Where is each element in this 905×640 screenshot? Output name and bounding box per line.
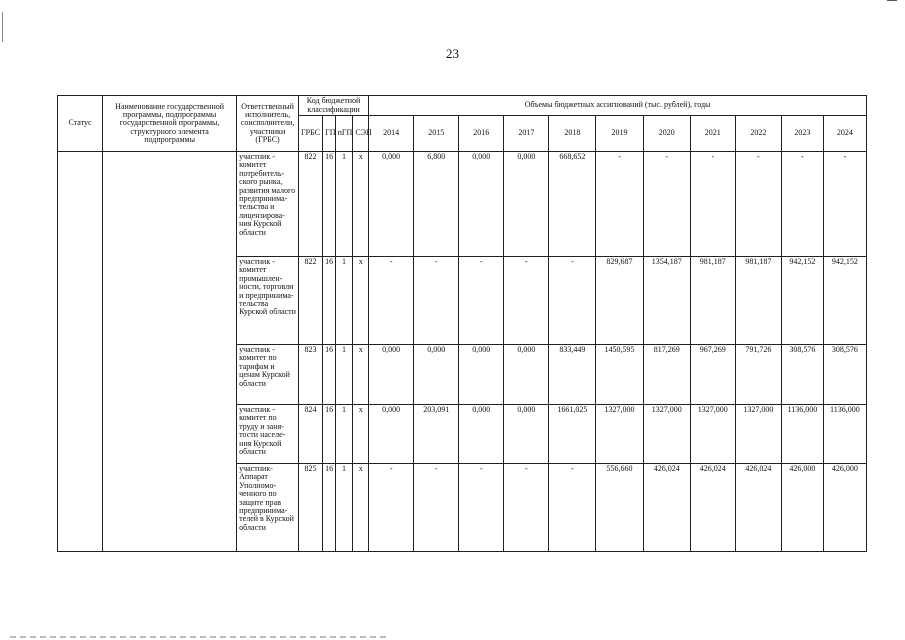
gp-cell: 16	[323, 257, 336, 345]
value-cell: 1327,000	[643, 405, 690, 464]
participant-cell: участник - комитет промышлен-ности, торговли и предпринима-тельства Курской области	[237, 257, 299, 345]
value-cell: -	[735, 152, 781, 257]
value-cell: -	[549, 257, 596, 345]
value-cell: 1327,000	[690, 405, 735, 464]
value-cell: 1661,025	[549, 405, 596, 464]
header-year: 2017	[504, 116, 549, 152]
page-number: 23	[446, 46, 459, 61]
header-budget-code: Код бюджетной классификации	[298, 96, 368, 116]
name-cell	[103, 152, 237, 552]
value-cell: 981,187	[690, 257, 735, 345]
value-cell: 0,000	[459, 405, 504, 464]
value-cell: 308,576	[781, 345, 823, 405]
value-cell: 942,152	[781, 257, 823, 345]
footer-scan-noise	[10, 636, 390, 638]
value-cell: 0,000	[414, 345, 459, 405]
value-cell: -	[781, 152, 823, 257]
header-year: 2014	[369, 116, 414, 152]
header-volumes: Объемы бюджетных ассигнований (тыс. рублей), годы	[369, 96, 867, 116]
pgp-cell: 1	[335, 345, 353, 405]
value-cell: 426,024	[735, 464, 781, 552]
header-year: 2022	[735, 116, 781, 152]
header-year: 2016	[459, 116, 504, 152]
value-cell: 0,000	[369, 345, 414, 405]
grbs-cell: 823	[298, 345, 322, 405]
header-responsible: Ответственный исполнитель, соисполнители, участники (ГРБС)	[237, 96, 299, 152]
gp-cell: 16	[323, 152, 336, 257]
sep-cell: х	[353, 405, 369, 464]
value-cell: -	[414, 464, 459, 552]
value-cell: 791,726	[735, 345, 781, 405]
value-cell: 668,652	[549, 152, 596, 257]
gp-cell: 16	[323, 464, 336, 552]
value-cell: 1136,000	[823, 405, 866, 464]
participant-cell: участник - комитет по труду и заня-тости населе-ния Курской области	[237, 405, 299, 464]
header-code-gp: ГП	[323, 116, 336, 152]
sep-cell: х	[353, 464, 369, 552]
header-status: Статус	[58, 96, 103, 152]
value-cell: 1136,000	[781, 405, 823, 464]
value-cell: -	[504, 464, 549, 552]
gp-cell: 16	[323, 345, 336, 405]
header-year: 2019	[596, 116, 643, 152]
value-cell: 0,000	[504, 345, 549, 405]
value-cell: 0,000	[459, 152, 504, 257]
value-cell: 1450,595	[596, 345, 643, 405]
header-name: Наименование государственной программы, подпрограммы государственной программы, структурного элемента подпрограммы	[103, 96, 237, 152]
value-cell: -	[414, 257, 459, 345]
value-cell: 0,000	[369, 152, 414, 257]
header-code-sep: СЭП	[353, 116, 369, 152]
value-cell: 817,269	[643, 345, 690, 405]
participant-cell: участник - комитет потребитель-ского рынка, развития малого предпринима-тельства и лицензирова-ния Курской области	[237, 152, 299, 257]
value-cell: 967,269	[690, 345, 735, 405]
value-cell: -	[549, 464, 596, 552]
sep-cell: х	[353, 345, 369, 405]
header-year: 2021	[690, 116, 735, 152]
value-cell: 1327,000	[735, 405, 781, 464]
value-cell: -	[369, 464, 414, 552]
header-year: 2020	[643, 116, 690, 152]
value-cell: 426,024	[690, 464, 735, 552]
participant-cell: участник - комитет по тарифам и ценам Курской области	[237, 345, 299, 405]
budget-table	[57, 95, 867, 552]
header-year: 2015	[414, 116, 459, 152]
value-cell: 308,576	[823, 345, 866, 405]
value-cell: -	[369, 257, 414, 345]
value-cell: 203,091	[414, 405, 459, 464]
value-cell: 1327,000	[596, 405, 643, 464]
sep-cell: х	[353, 257, 369, 345]
table-row	[58, 152, 867, 257]
pgp-cell: 1	[335, 405, 353, 464]
sep-cell: х	[353, 152, 369, 257]
participant-cell: участник-Аппарат Уполномо-ченного по защите прав предпринима-телей в Курской области	[237, 464, 299, 552]
value-cell: -	[459, 464, 504, 552]
grbs-cell: 825	[298, 464, 322, 552]
grbs-cell: 822	[298, 152, 322, 257]
status-cell	[58, 152, 103, 552]
grbs-cell: 822	[298, 257, 322, 345]
pgp-cell: 1	[335, 257, 353, 345]
pgp-cell: 1	[335, 152, 353, 257]
value-cell: -	[643, 152, 690, 257]
value-cell: 833,449	[549, 345, 596, 405]
value-cell: 556,660	[596, 464, 643, 552]
value-cell: 0,000	[504, 152, 549, 257]
pgp-cell: 1	[335, 464, 353, 552]
header-code-pgp: пГП	[335, 116, 353, 152]
value-cell: 426,000	[781, 464, 823, 552]
value-cell: -	[596, 152, 643, 257]
top-edge-mark	[887, 0, 897, 1]
header-year: 2024	[823, 116, 866, 152]
left-edge-mark	[2, 12, 3, 42]
value-cell: 829,687	[596, 257, 643, 345]
value-cell: -	[459, 257, 504, 345]
value-cell: -	[823, 152, 866, 257]
value-cell: 981,187	[735, 257, 781, 345]
value-cell: 0,000	[504, 405, 549, 464]
value-cell: 0,000	[369, 405, 414, 464]
value-cell: -	[504, 257, 549, 345]
value-cell: 942,152	[823, 257, 866, 345]
value-cell: 0,000	[459, 345, 504, 405]
gp-cell: 16	[323, 405, 336, 464]
value-cell: 426,024	[643, 464, 690, 552]
header-year: 2018	[549, 116, 596, 152]
grbs-cell: 824	[298, 405, 322, 464]
value-cell: 426,000	[823, 464, 866, 552]
header-year: 2023	[781, 116, 823, 152]
header-code-grbs: ГРБС	[298, 116, 322, 152]
value-cell: 1354,187	[643, 257, 690, 345]
value-cell: -	[690, 152, 735, 257]
value-cell: 6,800	[414, 152, 459, 257]
